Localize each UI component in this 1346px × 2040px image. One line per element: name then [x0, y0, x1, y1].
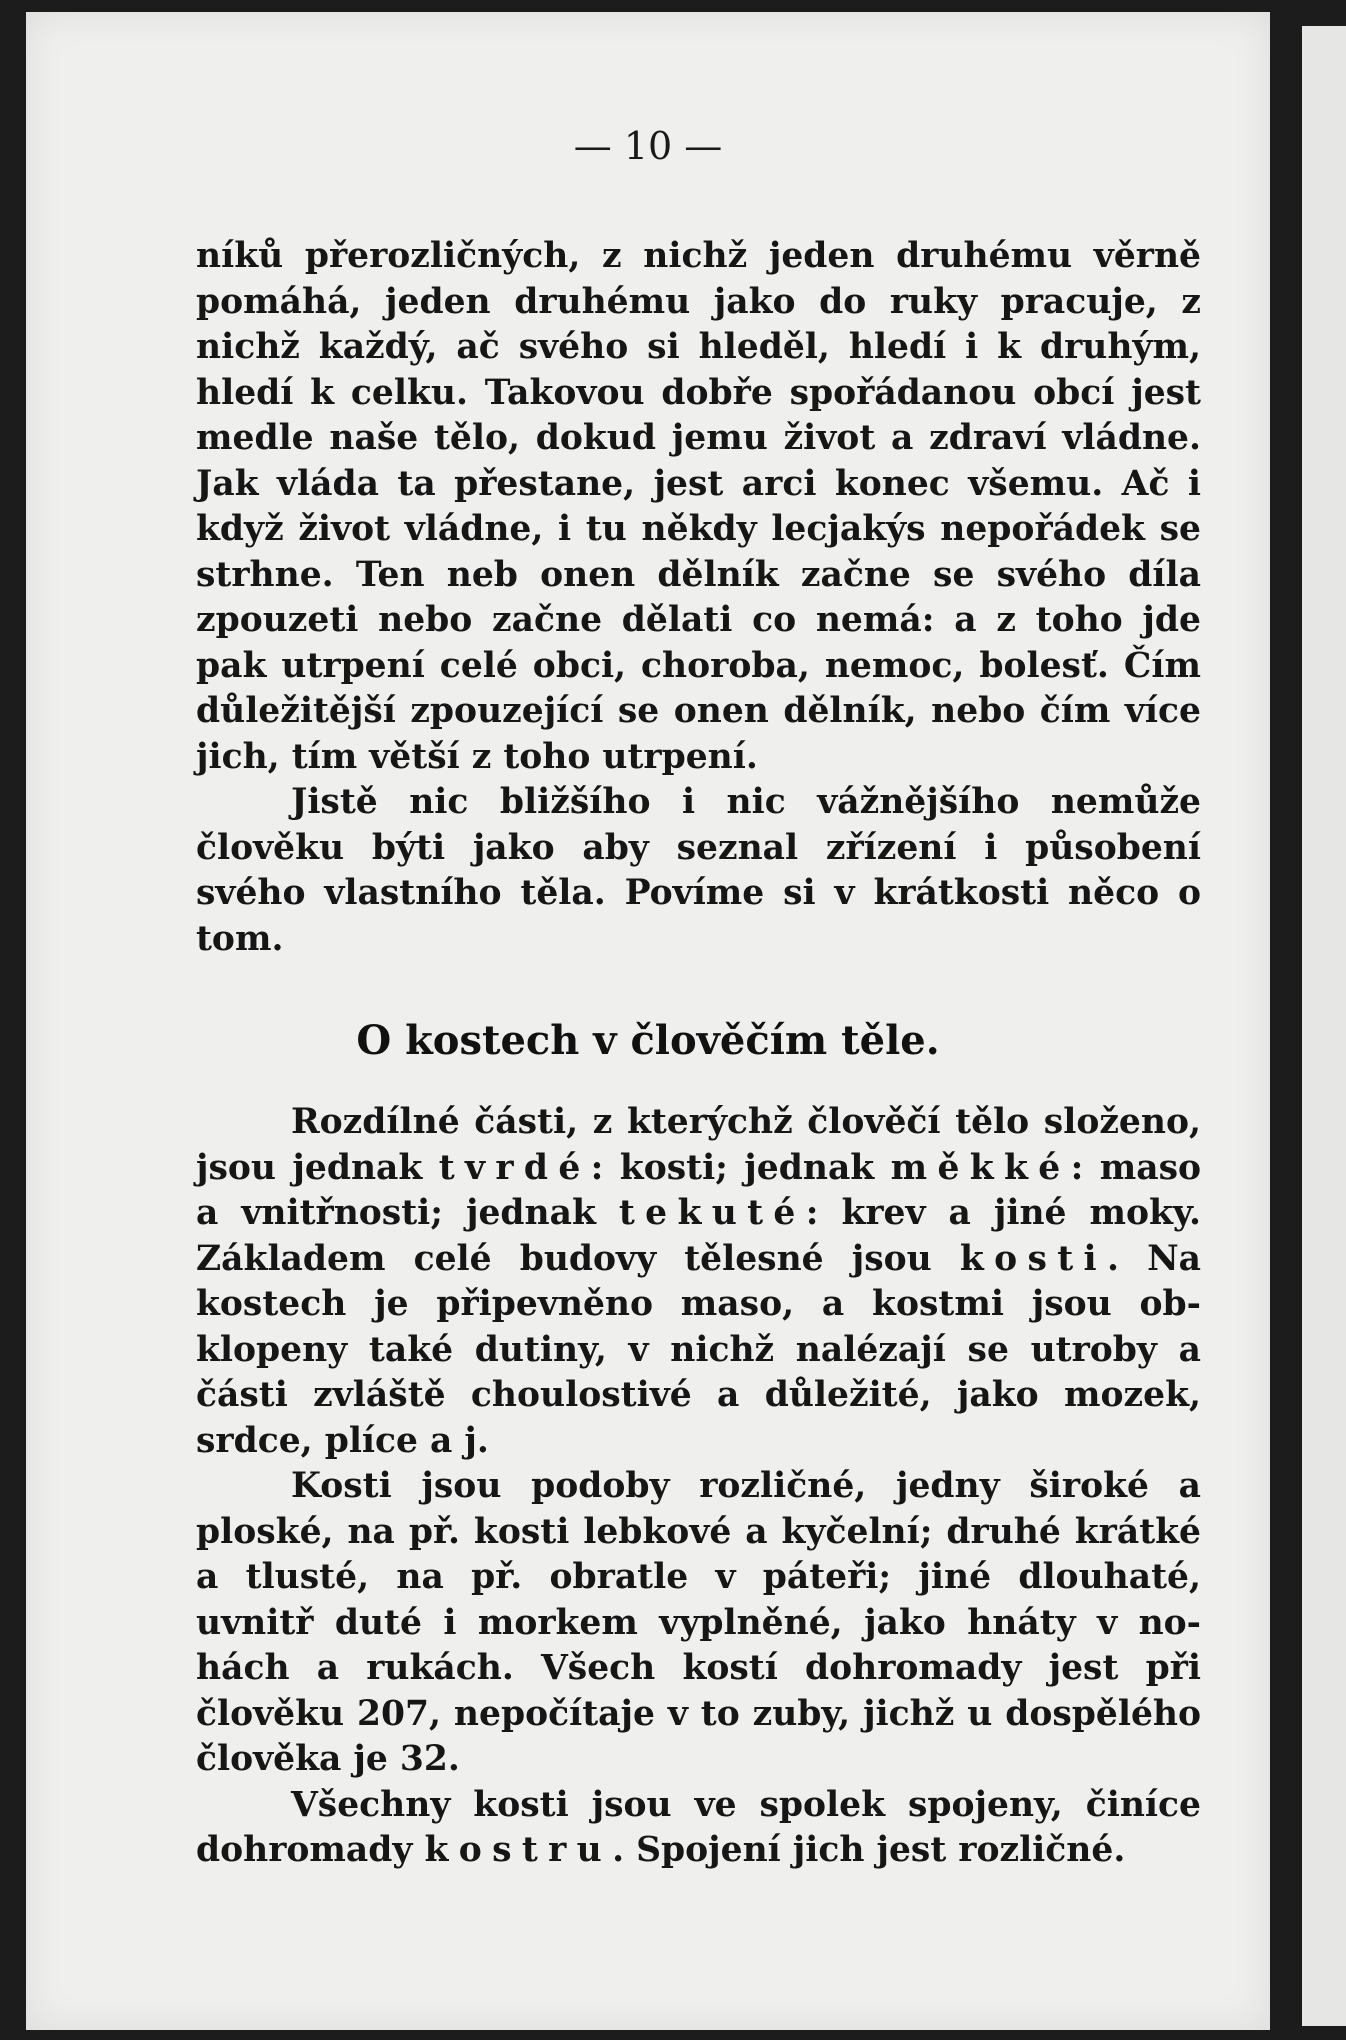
- section-heading: O kostech v člověčím těle.: [356, 1017, 940, 1064]
- text-run: : kosti; jednak: [590, 1147, 891, 1188]
- paragraph-2: Jistě nic bližšího i nic vážnějšího nemůže člověku býti jako aby seznal zřízení i působení svého vlastního těla. Povíme si v krátkosti něco o tom.: [196, 782, 1201, 959]
- text-run: . Spojení jich jest rozličné.: [612, 1830, 1126, 1870]
- book-page: [26, 12, 1270, 2030]
- spaced-term: měkké: [890, 1147, 1071, 1188]
- spaced-term: tvrdé: [438, 1147, 591, 1188]
- adjacent-page-edge: [1302, 26, 1346, 2026]
- text-run: . Na kostech je připevněno maso, a kostmi jsou obklopeny také dutiny, v nichž nalézají se utroby a části zvláště choulostivé a důležité, jako mozek, srdce, plíce a j.: [196, 1238, 1201, 1461]
- page-number: — 10 —: [573, 124, 723, 168]
- text-run: Rozdílné části, z kterýchž člověčí tělo složeno, jsou jednak: [196, 1102, 1201, 1188]
- spaced-term: kosti: [959, 1238, 1107, 1279]
- text-run: : maso a vnitřnosti; jednak: [196, 1147, 1202, 1233]
- spaced-term: tekuté: [618, 1193, 806, 1233]
- paragraph-5: [196, 1783, 1201, 1874]
- paragraph-3: [196, 1100, 1201, 1464]
- spaced-term: kostru: [424, 1830, 613, 1870]
- text-run: Všechny kosti jsou ve spolek spojeny, činíce dohromady: [196, 1784, 1201, 1870]
- paragraph-4: Kosti jsou podoby rozličné, jedny široké a ploské, na př. kosti lebkové a kyčelní; druhé krátké a tlusté, na př. obratle v páteři; jiné dlouhaté, uvnitř duté i morkem vyplněné, jako hnáty v nohách a rukách. Všech kostí dohromady jest při člověku 207, nepočítaje v to zuby, jichž u dospělého člověka je 32.: [196, 1466, 1201, 1779]
- intro-text: [196, 234, 1201, 962]
- text-run: : krev a jiné moky. Základem celé budovy tělesné jsou: [196, 1193, 1201, 1279]
- paragraph-1: níků přerozličných, z nichž jeden druhému věrně pomáhá, jeden druhému jako do ruky pracuje, z nichž každý, ač svého si hleděl, hledí i k druhým, hledí k celku. Takovou dobře spořádanou obcí jest medle naše tělo, dokud jemu život a zdraví vládne. Jak vláda ta přestane, jest arci konec všemu. Ač i když život vládne, i tu někdy lecjakýs nepořádek se strhne. Ten neb onen dělník začne se svého díla zpouzeti nebo začne dělati co nemá: a z toho jde pak utrpení celé obci, choroba, nemoc, bolesť. Čím důležitější zpouzející se onen dělník, nebo čím více jich, tím větší z toho utrpení.: [196, 236, 1201, 777]
- section-text: [196, 1100, 1201, 1874]
